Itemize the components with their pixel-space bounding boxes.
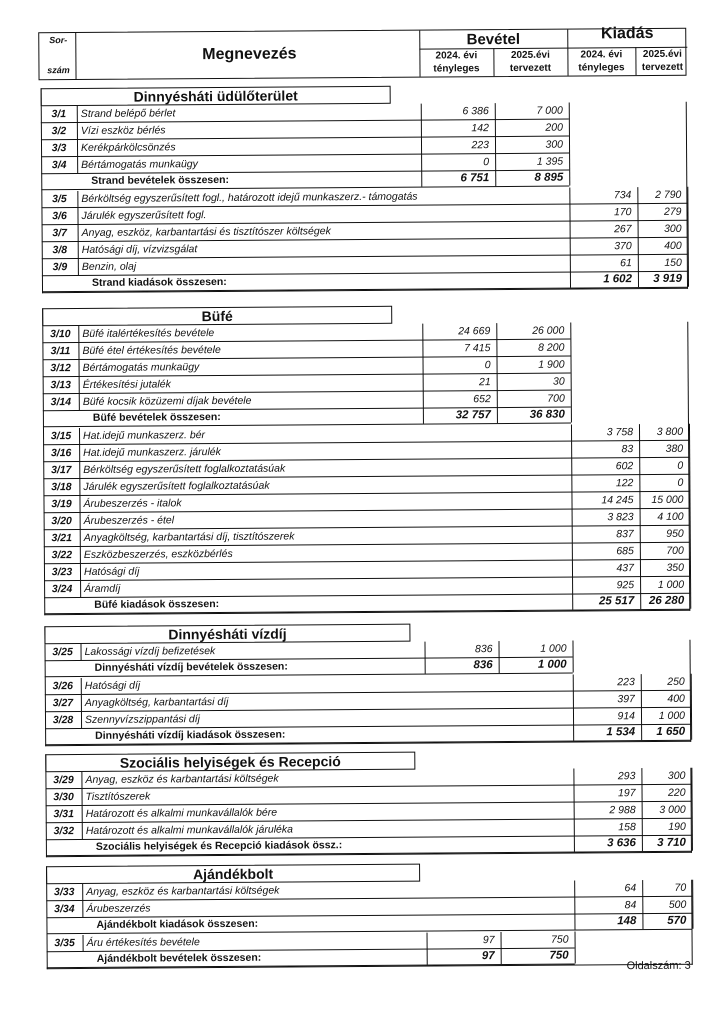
kiadas-2024-value: 158 — [618, 821, 636, 834]
kiadas-2025-value: 400 — [667, 692, 685, 705]
kiadas-2025-value: 4 100 — [657, 510, 684, 523]
kiadas-heading: Kiadás — [600, 24, 654, 43]
row-code: 3/4 — [41, 157, 78, 173]
total-2025-value: 1 650 — [656, 725, 686, 738]
row-name: Anyag, eszköz és karbantartási költségek — [85, 772, 279, 786]
total-label: Büfé kiadások összesen: — [94, 598, 220, 611]
kiadas-2024-value: 84 — [624, 899, 637, 912]
bevetel-2024-value: 652 — [473, 393, 491, 406]
bevetel-2024-value: 6 386 — [462, 105, 489, 118]
row-code: 3/6 — [41, 208, 78, 224]
col-bevetel-2025: 2025.évi — [510, 49, 550, 61]
row-name: Eszközbeszerzés, eszközbérlés — [83, 547, 233, 561]
kiadas-2025-value: 150 — [664, 256, 682, 269]
kiadas-2025-value: 3 800 — [656, 425, 684, 438]
row-code: 3/8 — [42, 242, 79, 258]
total-label: Dinnyésháti vízdíj kiadások összesen: — [95, 728, 286, 742]
kiadas-2024-value: 170 — [613, 206, 632, 219]
bevetel-2025-value: 200 — [545, 121, 563, 134]
row-name: Anyagköltség, karbantartási díj, tisztítószerek — [83, 530, 295, 544]
kiadas-2024-value: 397 — [617, 693, 635, 706]
row-name: Büfé kocsik közüzemi díjak bevétele — [82, 394, 252, 408]
row-code: 3/28 — [45, 712, 82, 728]
row-code: 3/9 — [42, 259, 79, 275]
row-name: Határozott és alkalmi munkavállalók járuléka — [85, 823, 294, 837]
row-name: Hatósági díj, vízvizsgálat — [81, 243, 198, 256]
kiadas-2025-value: 70 — [674, 881, 687, 894]
kiadas-2025-value: 15 000 — [651, 493, 684, 506]
total-2025-value: 3 710 — [657, 836, 686, 849]
row-name: Hat.idejű munkaszerz. járulék — [83, 445, 221, 459]
bevetel-2025-value: 300 — [545, 138, 564, 151]
row-name: Értékesítési jutalék — [82, 378, 171, 391]
bevetel-2025-value: 7 000 — [536, 104, 563, 117]
kiadas-2025-value: 279 — [663, 205, 682, 218]
row-name: Anyagköltség, karbantartási díj — [84, 695, 229, 709]
row-code: 3/35 — [47, 935, 84, 951]
total-2024-value: 3 636 — [607, 837, 636, 850]
kiadas-2024-value: 61 — [620, 257, 632, 270]
row-name: Szennyvízszippantási díj — [84, 713, 201, 726]
total-2024-value: 1 534 — [606, 726, 636, 739]
total-2024-value: 6 751 — [460, 172, 490, 185]
total-label: Strand kiadások összesen: — [91, 275, 227, 289]
bevetel-2025-value: 8 200 — [538, 341, 565, 354]
section-frame — [42, 322, 690, 616]
bevetel-2025-value: 30 — [552, 375, 565, 388]
row-name: Hat.idejű munkaszerz. bér — [82, 429, 206, 442]
kiadas-2025-value: 250 — [667, 675, 685, 688]
row-code: 3/31 — [46, 806, 83, 822]
total-2024-value: 148 — [617, 915, 637, 928]
kiadas-2024-value: 914 — [617, 710, 636, 723]
row-code: 3/16 — [43, 445, 80, 461]
row-code: 3/14 — [43, 394, 80, 410]
kiadas-2024-value: 197 — [617, 787, 636, 800]
kiadas-2024-value: 223 — [617, 676, 635, 689]
kiadas-2025-value: 950 — [666, 527, 684, 540]
row-name: Anyag, eszköz, karbantartási és tisztítószer költségek — [81, 225, 331, 239]
bevetel-2024-value: 7 415 — [464, 342, 491, 355]
section-frame — [45, 768, 692, 858]
section-frame — [46, 880, 693, 973]
row-code: 3/30 — [46, 789, 83, 805]
section-title: Büfé — [42, 306, 392, 326]
col-bevetel-2024: 2024. évi — [435, 50, 478, 62]
col-bevetel-2025-sub: tervezett — [509, 62, 552, 74]
row-name: Strand belépő bérlet — [80, 107, 176, 120]
bevetel-2024-value: 21 — [478, 376, 491, 389]
row-name: Büfé italértékesítés bevétele — [82, 327, 215, 340]
total-label: Ajándékbolt kiadások összesen: — [96, 917, 259, 931]
kiadas-2025-value: 300 — [664, 222, 682, 235]
kiadas-2024-value: 602 — [615, 460, 634, 473]
kiadas-2024-value: 437 — [616, 562, 635, 575]
bevetel-2025-value: 1 000 — [540, 642, 567, 655]
kiadas-2025-value: 220 — [667, 786, 686, 799]
section-title: Szociális helyiségek és Recepció — [45, 752, 415, 773]
total-2025-value: 26 280 — [648, 594, 685, 608]
kiadas-2024-value: 122 — [615, 477, 634, 490]
row-name: Anyag, eszköz és karbantartási költségek — [86, 884, 280, 898]
total-2025-value: 1 000 — [537, 658, 567, 671]
row-name: Kerékpárkölcsönzés — [80, 141, 176, 154]
row-name: Árubeszerzés - étel — [83, 514, 175, 527]
kiadas-2025-value: 2 790 — [655, 188, 682, 201]
megnevezes-heading: Megnevezés — [202, 45, 297, 64]
section-title: Ajándékbolt — [46, 864, 420, 885]
kiadas-2024-value: 64 — [624, 882, 637, 895]
page-number: Oldalszám: 3 — [626, 959, 691, 973]
row-name: Járulék egyszerűsített fogl. — [81, 209, 207, 222]
row-code: 3/25 — [44, 644, 81, 660]
row-name: Bértámogatás munkaügy — [82, 361, 200, 374]
kiadas-2025-value: 380 — [665, 442, 684, 455]
row-name: Bérköltség egyszerűsített fogl., határozott idejű munkaszerz.- támogatás — [81, 190, 418, 205]
section-title: Dinnyésháti üdülőterület — [41, 86, 391, 106]
row-name: Árubeszerzés - italok — [83, 497, 182, 510]
col-kiadas-2024: 2024. évi — [580, 49, 623, 61]
row-code: 3/12 — [43, 360, 80, 376]
row-code: 3/27 — [45, 695, 82, 711]
total-2024-value: 25 517 — [598, 595, 635, 608]
row-name: Áramdíj — [84, 582, 121, 595]
total-label: Strand bevételek összesen: — [91, 173, 230, 187]
total-2025-value: 36 830 — [529, 408, 565, 421]
total-2025-value: 750 — [549, 949, 569, 962]
row-code: 3/11 — [42, 343, 79, 359]
kiadas-2024-value: 83 — [621, 443, 634, 456]
kiadas-2024-value: 370 — [614, 240, 632, 253]
bevetel-2024-value: 24 669 — [458, 325, 491, 338]
row-name: Tisztítószerek — [85, 790, 151, 803]
bevetel-2024-value: 0 — [484, 359, 491, 372]
row-code: 3/1 — [41, 106, 78, 122]
row-code: 3/5 — [41, 191, 78, 207]
bevetel-2024-value: 0 — [483, 156, 490, 169]
sorszam-label-top: Sor- — [49, 35, 68, 46]
row-code: 3/3 — [41, 140, 78, 156]
kiadas-2024-value: 2 988 — [609, 804, 636, 817]
kiadas-2024-value: 685 — [616, 545, 634, 558]
row-name: Áru értékesítés bevétele — [86, 936, 200, 949]
bevetel-2024-value: 97 — [482, 934, 495, 947]
section-title: Dinnyésháti vízdíj — [44, 624, 410, 645]
row-name: Benzin, olaj — [81, 260, 137, 273]
total-2024-value: 97 — [481, 950, 495, 963]
left-border — [46, 866, 47, 884]
row-code: 3/17 — [43, 462, 80, 478]
row-name: Bérköltség egyszerűsített foglalkoztatásúak — [83, 462, 286, 476]
kiadas-2024-value: 267 — [614, 223, 632, 236]
row-name: Hatósági díj — [84, 679, 141, 692]
kiadas-2025-value: 350 — [666, 561, 685, 574]
total-label: Szociális helyiségek és Recepció kiadások össz.: — [95, 839, 343, 853]
row-name: Bértámogatás munkaügy — [81, 158, 198, 171]
row-code: 3/32 — [46, 823, 83, 839]
row-code: 3/2 — [41, 123, 78, 139]
kiadas-2025-value: 0 — [677, 459, 684, 472]
col-bevetel-2024-sub: tényleges — [433, 63, 480, 75]
kiadas-2025-value: 0 — [677, 476, 684, 489]
total-label: Büfé bevételek összesen: — [92, 410, 221, 424]
bevetel-2025-value: 1 395 — [536, 155, 564, 168]
total-2024-value: 32 757 — [455, 409, 491, 422]
row-code: 3/29 — [45, 772, 82, 788]
bevetel-heading: Bevétel — [466, 30, 521, 49]
kiadas-2025-value: 1 000 — [658, 709, 686, 722]
section-frame — [41, 102, 688, 294]
kiadas-2024-value: 925 — [616, 579, 635, 592]
kiadas-2024-value: 14 245 — [601, 494, 634, 507]
kiadas-2025-value: 190 — [668, 820, 686, 833]
table-header — [38, 24, 686, 81]
row-code: 3/7 — [42, 225, 79, 241]
row-name: Hatósági díj — [83, 565, 140, 578]
section-frame — [44, 640, 691, 747]
total-label: Ajándékbolt bevételek összesen: — [96, 951, 262, 965]
kiadas-2025-value: 500 — [668, 898, 687, 911]
left-border — [42, 308, 43, 326]
row-code: 3/23 — [44, 564, 81, 580]
kiadas-2025-value: 400 — [664, 239, 682, 252]
bevetel-2025-value: 750 — [550, 933, 569, 946]
row-code: 3/21 — [44, 530, 81, 546]
bevetel-2024-value: 142 — [471, 122, 489, 135]
kiadas-2024-value: 293 — [617, 770, 636, 783]
row-code: 3/26 — [45, 678, 82, 694]
col-kiadas-2025: 2025.évi — [642, 48, 682, 61]
sorszam-label-bottom: szám — [47, 65, 70, 76]
row-code: 3/20 — [44, 513, 81, 529]
row-code: 3/15 — [43, 428, 80, 444]
total-label: Dinnyésháti vízdíj bevételek összesen: — [94, 660, 288, 674]
bevetel-2025-value: 700 — [547, 392, 565, 405]
total-2024-value: 1 602 — [603, 273, 632, 286]
row-code: 3/33 — [46, 884, 83, 900]
total-2025-value: 3 919 — [653, 272, 682, 285]
kiadas-2024-value: 3 758 — [606, 426, 634, 439]
kiadas-2024-value: 734 — [613, 189, 632, 202]
left-border — [44, 626, 45, 644]
row-name: Árubeszerzés — [86, 902, 151, 915]
kiadas-2025-value: 1 000 — [657, 578, 685, 591]
total-2025-value: 570 — [667, 914, 687, 927]
kiadas-2025-value: 3 000 — [659, 803, 686, 816]
row-name: Vízi eszköz bérlés — [80, 124, 166, 137]
bevetel-2025-value: 26 000 — [532, 324, 565, 337]
row-name: Lakossági vízdíj befizetések — [84, 645, 216, 658]
row-code: 3/18 — [43, 479, 80, 495]
kiadas-2025-value: 700 — [666, 544, 684, 557]
row-code: 3/34 — [46, 901, 83, 917]
col-kiadas-2025-sub: tervezett — [641, 61, 684, 74]
row-code: 3/24 — [44, 581, 81, 597]
row-code: 3/22 — [44, 547, 81, 563]
col-kiadas-2024-sub: tényleges — [578, 62, 625, 74]
left-border — [41, 88, 42, 106]
kiadas-2025-value: 300 — [667, 769, 686, 782]
kiadas-2024-value: 837 — [616, 528, 634, 541]
row-name: Határozott és alkalmi munkavállalók bére — [85, 806, 278, 820]
row-code: 3/10 — [42, 326, 79, 342]
row-code: 3/19 — [43, 496, 80, 512]
total-2024-value: 836 — [473, 659, 493, 672]
bevetel-2024-value: 836 — [474, 643, 493, 656]
bevetel-2024-value: 223 — [471, 139, 490, 152]
row-name: Büfé étel értékesítés bevétele — [82, 343, 221, 357]
row-name: Járulék egyszerűsített foglalkoztatásúak — [83, 479, 270, 493]
row-code: 3/13 — [43, 377, 80, 393]
total-2025-value: 8 895 — [534, 171, 564, 184]
bevetel-2025-value: 1 900 — [538, 358, 565, 371]
left-border — [45, 754, 46, 772]
kiadas-2024-value: 3 823 — [607, 511, 634, 524]
